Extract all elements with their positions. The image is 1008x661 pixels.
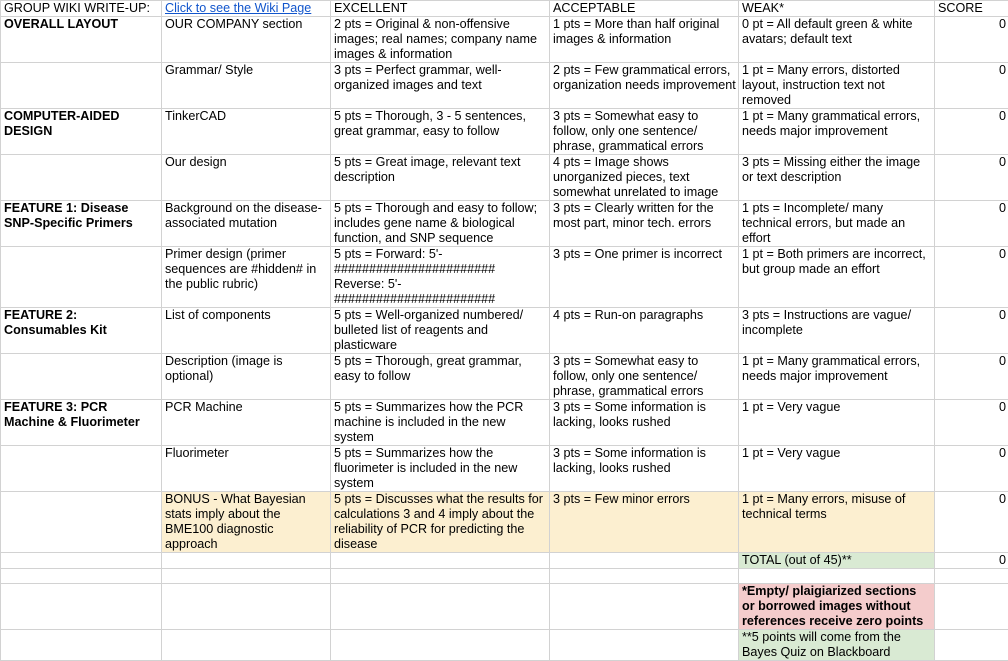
criterion-cell: PCR Machine: [162, 400, 331, 446]
empty-cell: [331, 569, 550, 584]
empty-cell: [1, 630, 162, 661]
section-label: FEATURE 2: Consumables Kit: [1, 308, 162, 354]
empty-cell: [162, 630, 331, 661]
empty-cell: [935, 569, 1008, 584]
section-label: [1, 155, 162, 201]
section-label: OVERALL LAYOUT: [1, 17, 162, 63]
excellent-cell: 5 pts = Forward: 5'-####################### Reverse: 5'-#######################: [331, 247, 550, 308]
criterion-cell: OUR COMPANY section: [162, 17, 331, 63]
empty-cell: [162, 553, 331, 569]
empty-cell: [550, 630, 739, 661]
table-row: [1, 446, 1008, 492]
section-label: FEATURE 3: PCR Machine & Fluorimeter: [1, 400, 162, 446]
acceptable-header: ACCEPTABLE: [550, 1, 739, 17]
excellent-header: EXCELLENT: [331, 1, 550, 17]
empty-cell: [550, 584, 739, 630]
bonus-criterion: BONUS - What Bayesian stats imply about the BME100 diagnostic approach: [162, 492, 331, 553]
table-row: [1, 63, 1008, 109]
blank-row: [1, 569, 1008, 584]
section-label: [1, 446, 162, 492]
acceptable-cell: 4 pts = Image shows unorganized pieces, text somewhat unrelated to image: [550, 155, 739, 201]
empty-cell: [1, 584, 162, 630]
score-cell[interactable]: 0: [935, 400, 1008, 446]
total-row: [1, 553, 1008, 569]
weak-cell: 1 pt = Both primers are incorrect, but group made an effort: [739, 247, 935, 308]
criterion-cell: List of components: [162, 308, 331, 354]
excellent-cell: 5 pts = Great image, relevant text description: [331, 155, 550, 201]
acceptable-cell: 4 pts = Run-on paragraphs: [550, 308, 739, 354]
empty-cell: [331, 584, 550, 630]
score-cell[interactable]: 0: [935, 247, 1008, 308]
criterion-cell: Description (image is optional): [162, 354, 331, 400]
empty-cell: [550, 553, 739, 569]
section-label: [1, 247, 162, 308]
score-cell[interactable]: 0: [935, 155, 1008, 201]
table-row: [1, 308, 1008, 354]
weak-cell: 1 pts = Incomplete/ many technical errors, but made an effort: [739, 201, 935, 247]
criterion-cell: Grammar/ Style: [162, 63, 331, 109]
section-label: [1, 354, 162, 400]
acceptable-cell: 3 pts = One primer is incorrect: [550, 247, 739, 308]
acceptable-cell: 2 pts = Few grammatical errors, organization needs improvement: [550, 63, 739, 109]
score-cell[interactable]: 0: [935, 446, 1008, 492]
zero-points-note: *Empty/ plaigiarized sections or borrowed images without references receive zero points: [739, 584, 935, 630]
total-label: TOTAL (out of 45)**: [739, 553, 935, 569]
table-row: [1, 201, 1008, 247]
score-cell[interactable]: 0: [935, 201, 1008, 247]
score-cell[interactable]: 0: [935, 308, 1008, 354]
score-cell[interactable]: 0: [935, 63, 1008, 109]
criterion-cell: Our design: [162, 155, 331, 201]
empty-cell: [331, 553, 550, 569]
acceptable-cell: 3 pts = Some information is lacking, looks rushed: [550, 446, 739, 492]
weak-cell: 1 pt = Many grammatical errors, needs major improvement: [739, 109, 935, 155]
total-score[interactable]: 0: [935, 553, 1008, 569]
section-label: COMPUTER-AIDED DESIGN: [1, 109, 162, 155]
criterion-cell: TinkerCAD: [162, 109, 331, 155]
weak-cell: 1 pt = Many grammatical errors, needs major improvement: [739, 354, 935, 400]
bayes-quiz-note: **5 points will come from the Bayes Quiz on Blackboard: [739, 630, 935, 661]
criterion-cell: Fluorimeter: [162, 446, 331, 492]
weak-cell: 3 pts = Missing either the image or text description: [739, 155, 935, 201]
criterion-cell: Primer design (primer sequences are #hidden# in the public rubric): [162, 247, 331, 308]
excellent-cell: 2 pts = Original & non-offensive images; real names; company name images & information: [331, 17, 550, 63]
criterion-cell: Background on the disease-associated mutation: [162, 201, 331, 247]
table-row: [1, 354, 1008, 400]
acceptable-cell: 3 pts = Somewhat easy to follow, only one sentence/ phrase, grammatical errors: [550, 354, 739, 400]
empty-cell: [1, 553, 162, 569]
empty-cell: [162, 584, 331, 630]
empty-cell: [935, 630, 1008, 661]
acceptable-cell: 1 pts = More than half original images & information: [550, 17, 739, 63]
bonus-excellent: 5 pts = Discusses what the results for calculations 3 and 4 imply about the reliability of PCR for predicting the disease: [331, 492, 550, 553]
empty-cell: [550, 569, 739, 584]
note-row: [1, 630, 1008, 661]
wiki-link-cell: [162, 1, 331, 17]
bonus-weak: 1 pt = Many errors, misuse of technical terms: [739, 492, 935, 553]
excellent-cell: 5 pts = Thorough, 3 - 5 sentences, great grammar, easy to follow: [331, 109, 550, 155]
weak-header: WEAK*: [739, 1, 935, 17]
score-cell[interactable]: 0: [935, 17, 1008, 63]
excellent-cell: 5 pts = Summarizes how the PCR machine is included in the new system: [331, 400, 550, 446]
empty-cell: [1, 492, 162, 553]
table-row: [1, 155, 1008, 201]
table-row: [1, 400, 1008, 446]
excellent-cell: 5 pts = Thorough and easy to follow; includes gene name & biological function, and SNP sequence: [331, 201, 550, 247]
section-label: [1, 63, 162, 109]
excellent-cell: 5 pts = Well-organized numbered/ bulleted list of reagents and plasticware: [331, 308, 550, 354]
acceptable-cell: 3 pts = Some information is lacking, looks rushed: [550, 400, 739, 446]
weak-cell: 1 pt = Very vague: [739, 400, 935, 446]
acceptable-cell: 3 pts = Somewhat easy to follow, only one sentence/ phrase, grammatical errors: [550, 109, 739, 155]
table-row: [1, 17, 1008, 63]
weak-cell: 3 pts = Instructions are vague/ incomplete: [739, 308, 935, 354]
score-header: SCORE: [935, 1, 1008, 17]
excellent-cell: 5 pts = Thorough, great grammar, easy to follow: [331, 354, 550, 400]
note-row: [1, 584, 1008, 630]
section-label: FEATURE 1: Disease SNP-Specific Primers: [1, 201, 162, 247]
empty-cell: [331, 630, 550, 661]
empty-cell: [1, 569, 162, 584]
excellent-cell: 5 pts = Summarizes how the fluorimeter is included in the new system: [331, 446, 550, 492]
empty-cell: [935, 584, 1008, 630]
weak-cell: 1 pt = Many errors, distorted layout, instruction text not removed: [739, 63, 935, 109]
header-row: [1, 1, 1008, 17]
weak-cell: 1 pt = Very vague: [739, 446, 935, 492]
score-cell[interactable]: 0: [935, 354, 1008, 400]
bonus-score[interactable]: 0: [935, 492, 1008, 553]
sheet-title: GROUP WIKI WRITE-UP:: [1, 1, 162, 17]
table-row: [1, 109, 1008, 155]
excellent-cell: 3 pts = Perfect grammar, well-organized images and text: [331, 63, 550, 109]
acceptable-cell: 3 pts = Clearly written for the most part, minor tech. errors: [550, 201, 739, 247]
empty-cell: [162, 569, 331, 584]
wiki-page-link[interactable]: Click to see the Wiki Page: [165, 1, 311, 15]
table-row: [1, 247, 1008, 308]
empty-cell: [739, 569, 935, 584]
bonus-row: [1, 492, 1008, 553]
weak-cell: 0 pt = All default green & white avatars; default text: [739, 17, 935, 63]
score-cell[interactable]: 0: [935, 109, 1008, 155]
bonus-acceptable: 3 pts = Few minor errors: [550, 492, 739, 553]
